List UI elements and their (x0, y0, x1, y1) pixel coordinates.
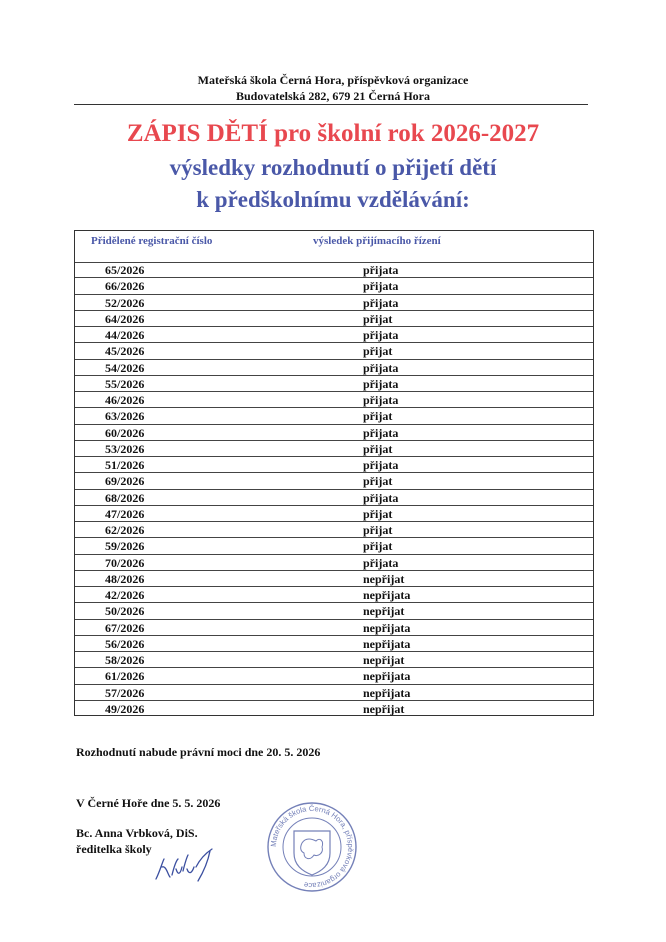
admission-result: přijat (363, 539, 393, 554)
registration-number: 66/2026 (105, 279, 145, 294)
admission-result: přijat (363, 441, 393, 456)
school-name: Mateřská škola Černá Hora, příspěvková organizace (197, 73, 469, 87)
registration-number: 45/2026 (105, 344, 145, 359)
column-header-registration-number: Přidělené registrační číslo (91, 235, 213, 247)
registration-number: 42/2026 (105, 588, 145, 602)
admission-result: přijata (363, 295, 399, 310)
registration-number: 64/2026 (105, 311, 145, 326)
header-divider (74, 104, 588, 105)
registration-number: 54/2026 (105, 360, 145, 375)
admission-result: přijata (363, 360, 399, 375)
registration-number: 68/2026 (105, 490, 145, 505)
legal-effect-note: Rozhodnutí nabude právní moci dne 20. 5. 2026 (76, 745, 321, 759)
admission-result: přijat (363, 344, 393, 359)
stamp-text: Mateřská škola Černá Hora, příspěvková organizace (268, 803, 356, 891)
place-and-date: V Černé Hoře dne 5. 5. 2026 (76, 796, 221, 810)
registration-number: 46/2026 (105, 393, 145, 407)
registration-number: 60/2026 (105, 425, 145, 440)
table-row (75, 408, 593, 424)
signatory-role: ředitelka školy (76, 842, 152, 856)
admission-result: přijata (363, 458, 399, 472)
admission-result: přijata (363, 393, 399, 407)
table-row (75, 278, 593, 294)
admission-result: přijata (363, 279, 399, 294)
admission-result: přijata (363, 555, 399, 570)
registration-number: 57/2026 (105, 685, 145, 700)
admission-result: přijat (363, 523, 393, 537)
registration-number: 48/2026 (105, 571, 145, 586)
admission-result: nepřijat (363, 571, 405, 586)
admission-result: nepřijata (363, 620, 411, 635)
admission-result: přijata (363, 263, 399, 277)
table-row (75, 587, 593, 603)
admission-result: přijat (363, 474, 393, 489)
document-subtitle-line1: výsledky rozhodnutí o přijetí dětí (169, 155, 497, 180)
admission-result: nepřijata (363, 669, 411, 684)
table-row (75, 360, 593, 376)
registration-number: 69/2026 (105, 474, 145, 489)
table-body (75, 262, 593, 717)
registration-number: 59/2026 (105, 539, 145, 554)
registration-number: 47/2026 (105, 506, 145, 521)
registration-number: 61/2026 (105, 669, 145, 684)
registration-number: 65/2026 (105, 263, 145, 277)
admission-result: nepřijata (363, 636, 411, 651)
handwritten-signature (152, 845, 222, 885)
table-row (75, 538, 593, 554)
table-row (75, 392, 593, 408)
table-row (75, 457, 593, 473)
table-row (75, 343, 593, 359)
admission-result: přijata (363, 490, 399, 505)
document-subtitle-line2: k předškolnímu vzdělávání: (196, 187, 470, 212)
table-row (75, 506, 593, 522)
admission-result: nepřijat (363, 701, 405, 716)
registration-number: 53/2026 (105, 441, 145, 456)
registration-number: 56/2026 (105, 636, 145, 651)
registration-number: 70/2026 (105, 555, 145, 570)
table-row (75, 603, 593, 619)
table-row (75, 311, 593, 327)
column-header-result: výsledek přijímacího řízení (313, 235, 441, 247)
registration-number: 55/2026 (105, 376, 145, 391)
table-row (75, 490, 593, 506)
school-address: Budovatelská 282, 679 21 Černá Hora (235, 89, 430, 103)
table-row (75, 425, 593, 441)
registration-number: 50/2026 (105, 604, 145, 619)
table-row (75, 571, 593, 587)
admission-result: přijata (363, 425, 399, 440)
table-row (75, 473, 593, 489)
registration-number: 49/2026 (105, 701, 145, 716)
school-stamp (264, 799, 360, 895)
admission-result: nepřijat (363, 604, 405, 619)
admission-result: přijata (363, 328, 399, 342)
table-row (75, 685, 593, 701)
registration-number: 52/2026 (105, 295, 145, 310)
admission-result: přijat (363, 506, 393, 521)
table-row (75, 262, 593, 278)
table-row (75, 555, 593, 571)
svg-text:Mateřská škola Černá Hora, pří (269, 804, 355, 890)
table-row (75, 668, 593, 684)
admission-result: přijat (363, 311, 393, 326)
registration-number: 63/2026 (105, 409, 145, 424)
registration-number: 62/2026 (105, 523, 145, 537)
table-row (75, 620, 593, 636)
signatory-name: Bc. Anna Vrbková, DiS. (76, 826, 198, 840)
table-row (75, 295, 593, 311)
table-row (75, 522, 593, 538)
admission-result: nepřijata (363, 588, 411, 602)
table-row (75, 327, 593, 343)
admission-result: přijata (363, 376, 399, 391)
table-row (75, 441, 593, 457)
registration-number: 44/2026 (105, 328, 145, 342)
table-row (75, 652, 593, 668)
table-row (75, 701, 593, 717)
document-title: ZÁPIS DĚTÍ pro školní rok 2026-2027 (126, 120, 540, 147)
admission-result: nepřijat (363, 653, 405, 667)
results-table (74, 230, 594, 716)
registration-number: 51/2026 (105, 458, 145, 472)
registration-number: 67/2026 (105, 620, 145, 635)
table-row (75, 636, 593, 652)
table-row (75, 376, 593, 392)
admission-result: přijat (363, 409, 393, 424)
admission-result: nepřijata (363, 685, 411, 700)
registration-number: 58/2026 (105, 653, 145, 667)
